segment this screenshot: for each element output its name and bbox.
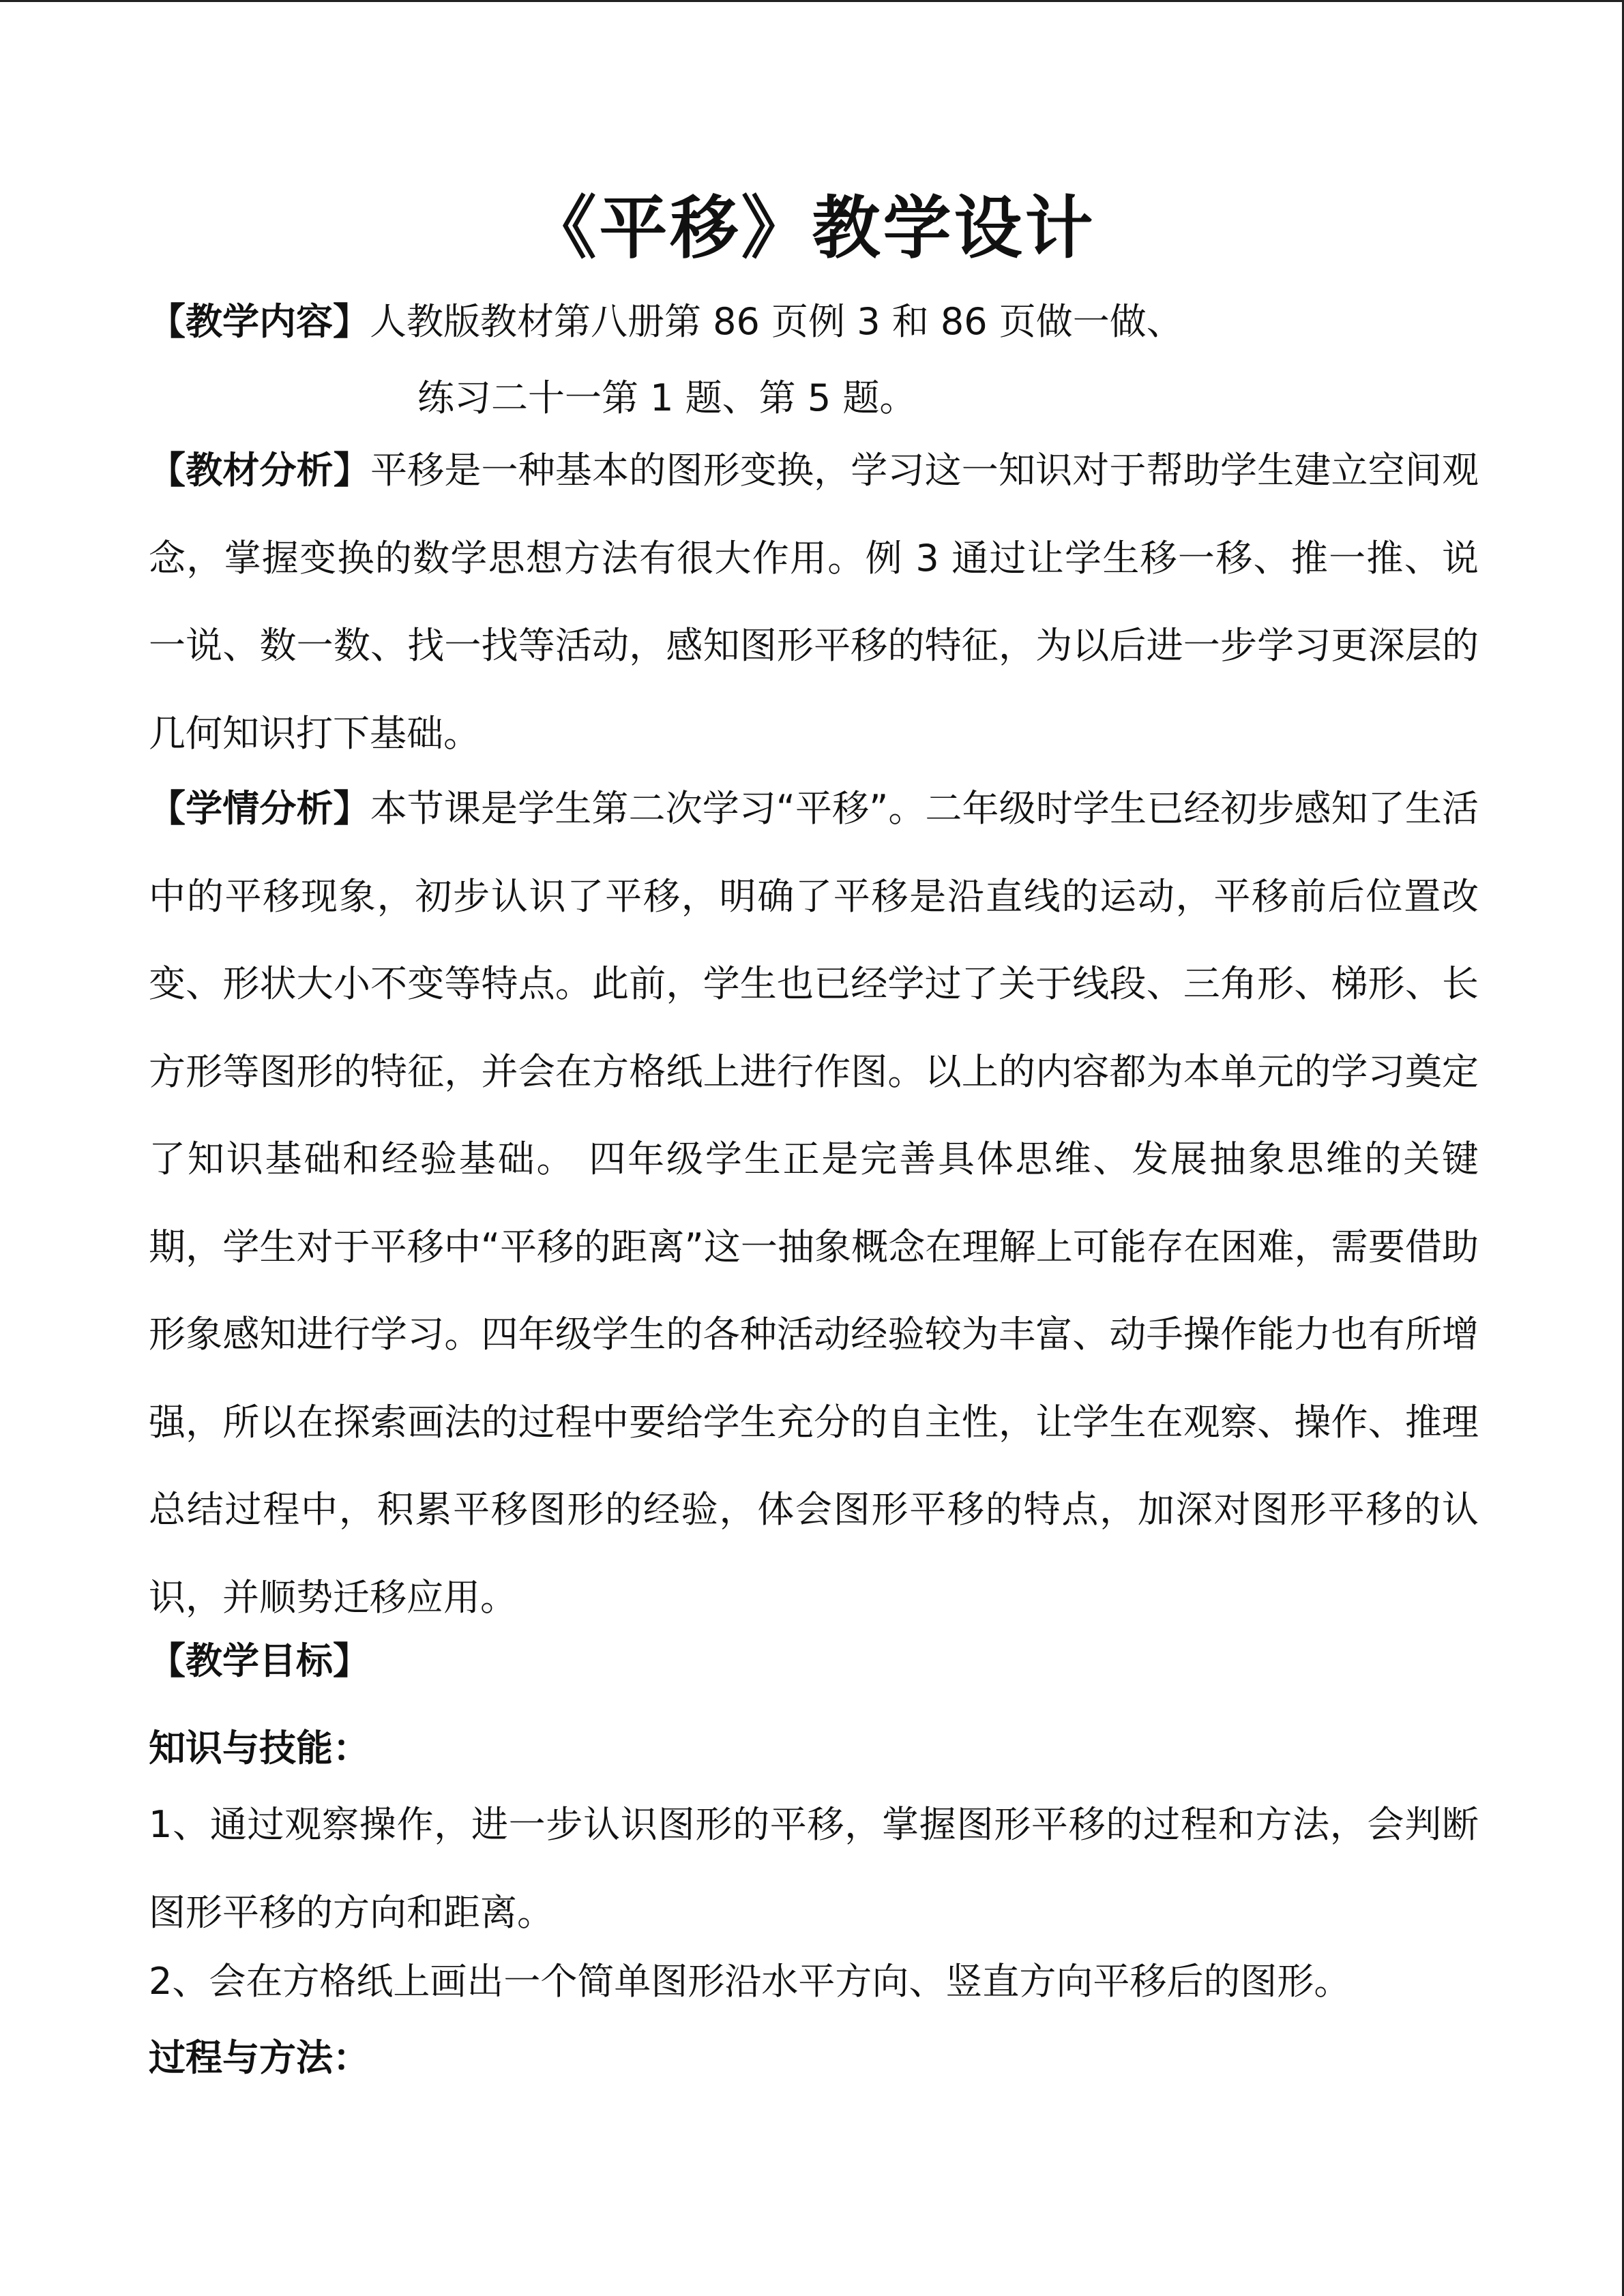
student-analysis-label: 【学情分析】: [149, 787, 370, 830]
knowledge-skills-heading: 知识与技能：: [149, 1727, 370, 1770]
content-line-2: 练习二十一第 1 题、第 5 题。: [417, 376, 917, 419]
student-analysis-text: 本节课是学生第二次学习“平移”。二年级时学生已经初步感知了生活中的平移现象，初步认识了平移，明确了平移是沿直线的运动，平移前后位置改变、形状大小不变等特点。此前，学生也已经学过了关于线段、三角形、梯形、长方形等图形的特征，并会在方格纸上进行作图。以上的内容都为本单元的学习奠定了知识基础和经验基础。 四年级学生正是完善具体思维、发展抽象思维的关键期，学生对于平移中“平移的距离”这一抽象概念在理解上可能存在困难，需要借助形象感知进行学习。四年级学生的各种活动经验较为丰富、动手操作能力也有所增强，所以在探索画法的过程中要给学生充分的自主性，让学生在观察、操作、推理总结过程中，积累平移图形的经验，体会图形平移的特点，加深对图形平移的认识，并顺势迁移应用。: [149, 787, 1479, 1619]
content-text-1: 人教版教材第八册第 86 页例 3 和 86 页做一做、: [370, 300, 1183, 343]
content-label: 【教学内容】: [149, 300, 370, 343]
textbook-analysis-label: 【教材分析】: [149, 449, 371, 492]
goal-item-1: 1、通过观察操作，进一步认识图形的平移，掌握图形平移的过程和方法，会判断图形平移的方向和距离。: [149, 1803, 1479, 1934]
goals-heading: 【教学目标】: [149, 1639, 370, 1682]
textbook-analysis-paragraph: [149, 427, 1479, 777]
document-title: 《平移》教学设计: [528, 188, 1096, 268]
goal-item-2: 2、会在方格纸上画出一个简单图形沿水平方向、竖直方向平移后的图形。: [149, 1960, 1351, 2003]
process-method-heading: 过程与方法：: [149, 2036, 370, 2079]
student-analysis-paragraph: [149, 765, 1479, 1641]
textbook-analysis-text: 平移是一种基本的图形变换，学习这一知识对于帮助学生建立空间观念，掌握变换的数学思想方法有很大作用。例 3 通过让学生移一移、推一推、说一说、数一数、找一找等活动，感知图形平移的特征，为以后进一步学习更深层的几何知识打下基础。: [149, 449, 1479, 755]
content-line-1: [149, 278, 1479, 366]
